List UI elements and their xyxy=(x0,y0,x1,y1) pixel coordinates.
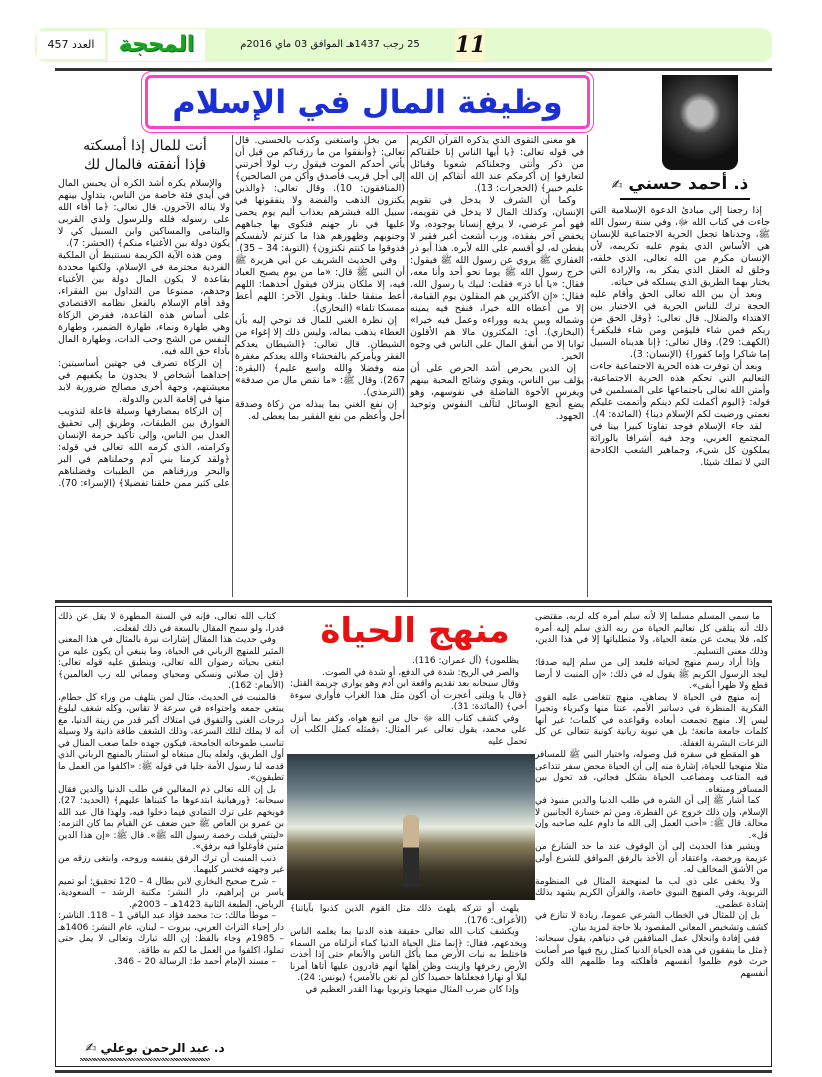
article-column xyxy=(290,904,527,996)
column-divider xyxy=(232,135,233,597)
paragraph: إن نظرة الغني للمال قد توحي إليه بأن العطاء يذهب بماله، وليس ذلك إلا إغواء من الشيطان. قال تعالى: ﴿الشيطان يعدكم الفقر ويأمركم بالفحشاء والله يعدكم مغفرة منه وفضلا والله واسع عليم﴾ (البقرة: 267). وقال ﷺ: «ما نقص مال من صدقة» (الترمذي). xyxy=(235,315,405,398)
paragraph: والصر في الريح: شدة في الدفع، أو شدة في الصوت. xyxy=(322,667,519,678)
issue-number: العدد 457 xyxy=(37,31,105,59)
paragraph: والإسلام يكره أشد الكره أن يحبس المال في أيدي فئة خاصة من الناس، يتداول بينهم ولا يناله الآخرون. قال تعالى: ﴿ما أفاء الله على رسوله فلله وللرسول ولذي القربى واليتامى والمساكين وابن السبيل كي لا يكون دولة بين الأغنياء منكم﴾ (الحشر: 7). xyxy=(58,178,230,249)
divider xyxy=(55,1070,772,1073)
paragraph: ما سمي المسلم مسلما إلا لأنه سلم أمره كله لربه، مقتضى ذلك أنه يتلقى كل تعاليم الحياة من ربه الذي سلم إليه أمره كله، فلا يبحث عن متعة الحياة، ولا متطلباتها إلا في هذا الدين، وذلك معنى التسليم. xyxy=(535,612,768,657)
paragraph: يظلمون﴾ (آل عمران: 116). xyxy=(412,656,519,666)
paragraph: هو معنى التقوى الذي يذكره القرآن الكريم في قوله تعالى: ﴿يا أيها الناس إنا خلقناكم من ذكر وأنثى وجعلناكم شعوبا وقبائل لتعارفوا إن أكرمكم عند الله أتقاكم إن الله عليم خبير﴾ (الحجرات: 13). xyxy=(410,135,584,194)
article-column xyxy=(535,612,768,980)
article-column xyxy=(410,135,584,423)
paragraph: هو المقطع في سفره قبل وصوله، واختيار النبي ﷺ للمسافر مثلا منهجيا للحياة، إشارة منه إلى أن الحياة محض سفر تتداعى فيه المتاعب ومصاعب الحياة بشكل فجائي، قد تحول بين المسافر ومبتغاه. xyxy=(535,750,768,795)
paragraph: وإذا أراد رسم منهج لحياته فليعد إلى من سلم إليه صدقا؛ ليجد الرسول الكريم ﷺ يقول له في ذلك: «إن المنبت لا أرضا قطع ولا ظهرا أبقى». xyxy=(535,658,768,691)
article-column xyxy=(235,135,405,423)
newspaper-logo: المحجة xyxy=(108,29,205,61)
footnote: – شرح صحيح البخاري لابن بطال 4 – 120 تحقيق: أبو تميم ياسر بن إبراهيم، دار النشر: مكتبة الرشد – السعودية، الرياض، الطبعة الثانية 1423هـ – 2003م. xyxy=(58,876,284,910)
paragraph: إن الزكاة بمصارفها وسيلة فاعلة لتذويب الفوارق بين الطبقات، وطريق إلى تحقيق العدل بين الناس، وإلى تأكيد حرمة الإنسان وكرامته، الذي كرمه الله تعالى في قوله: ﴿ولقد كرمنا بني آدم وحملناهم في البر والبحر ورزقناهم من الطيبات وفضلناهم على كثير ممن خلقنا تفضيلا﴾ (الإسراء: 70). xyxy=(58,406,230,489)
paragraph: ومن هذه الآية الكريمة نستنبط أن الملكية الفردية محترمة في الإسلام، ولكنها محددة بقاعدة لا يكون المال دولة بين الأغنياء وحدهم، ممنوعا من التداول بين الفقراء، وقد أقام الإسلام بالفعل نظامه الاقتصادي على أساس هذه القاعدة، ففرض الزكاة وهي طهارة ونماء، طهارة الضمير، وطهارة النفس من الشح وحب الذات، وطهارة المال بأداء حق الله فيه. xyxy=(58,250,230,357)
article-column xyxy=(58,178,230,490)
page-number: 11 xyxy=(455,29,485,61)
paragraph: فالمنبت في الحديث، مثال لمن يتلهف من وراء كل حطام، يبتغي جمعه واحتواءه في سرعة لا تقاس، وكله شغف لبلوغ درجات الغنى والتفوق في امتلاك أكبر قدر من زينة الدنيا، مع أنه لا يملك لتلك السرعة، وذلك الشغف طاقة ذاتية ولا وسيلة تناسب طموحاته الجامحة، فيكون جهده حلما صعب المنال في أول الطريق، ولعله ينال مبتغاه لو استنار بالمنهج الرباني الذي قدمه لنا رسول الأمة جليا في قوله ﷺ: «اكلفوا من العمل ما تطيقون». xyxy=(58,692,284,783)
paragraph: يلهث أو تتركه يلهث ذلك مثل القوم الذين كذبوا بآياتنا﴾ (الأعراف: 176). xyxy=(290,904,527,926)
author-photo xyxy=(662,75,738,170)
paragraph: وإذا كان ضرب المثال منهجيا وتربويا بهذا القدر العظيم في xyxy=(305,984,519,995)
column-divider xyxy=(587,135,588,597)
author-name: د. عبد الرحمن بوعلي xyxy=(100,1041,225,1055)
pen-icon: ✍ xyxy=(85,1041,97,1056)
footnote: – مسند الإمام أحمد ط: الرسالة 20 – 346. xyxy=(114,957,276,967)
divider xyxy=(55,68,772,71)
poem-verse: أنت للمال إذا أمسكته xyxy=(83,138,207,154)
paragraph: بل إن للمثال في الخطاب الشرعي عموما، ريادة لا تنازع في كشف وتشخيص المعاني المقصود بلا حاجة لمزيد بيان. xyxy=(535,911,768,933)
paragraph: وبعد أن توفرت هذه الحرية الاجتماعية جاءت التعاليم التي تحكم هذه الحرية الاجتماعية، وأمتن الله تعالى باجتماعها على المسلمين في قوله: ﴿اليوم أكملت لكم دينكم وأتممت عليكم نعمتي ورضيت لكم الإسلام دينا﴾ (المائدة: 4). xyxy=(590,361,770,420)
paragraph: كما أشار ﷺ إلى أن الشره في طلب الدنيا والدين منبوذ في الإسلام، وإن ذلك خروج عن الفطرة، ومن ثم خسارة الجانبين لا محالة. قال ﷺ: «أحب العمل إلى الله ما داوم عليه صاحبه وإن قل». xyxy=(535,796,768,841)
paragraph: إن نفع الغني بما يبذله من زكاة وصدقة أجل وأعظم من نفع الفقير بما يعطى له. xyxy=(235,399,405,422)
article-title: وظيفة المال في الإسلام xyxy=(172,83,563,121)
paragraph: كتاب الله تعالى، فإنه في السنة المطهرة لا يقل عن ذلك قدرا، ولو سمح المقال بالسعة في ذلك لفعلت. xyxy=(58,612,284,634)
paragraph: إن الزكاة تصرف في جهتين أساسيتين: إحداهما أشخاص لا يجدون ما يكفيهم في معيشتهم، وجهة أخرى مصالح ضرورية لابد منها في إقامة الدين والدولة. xyxy=(58,358,230,405)
paragraph: إذا رجعنا إلى مبادئ الدعوة الإسلامية التي جاءت في كتاب الله ﷻ، وفي سنة رسول الله ﷺ، وجدناها تجعل الحرية الاجتماعية للإنسان هي الأساس الذي يقوم عليه تكريمه، لأن الإنسان مكرم من الله تعالى، الذي خلقه، وخلق له العقل الذي يفكر به، والإرادة التي يختار بهما الطريق الذي يسلكه في حياته. xyxy=(590,205,770,288)
paragraph: وفي حديث هذا المقال إشارات نيرة بالمثال في هذا المعنى المثير للمنهج الرباني في الحياة، وما ينبغي أن يكون عليه من ابتغى بحياته رضوان الله تعالى، وينطبق عليه قوله تعالى: ﴿قل إن صلاتي ونسكي ومحياي ومماتي لله رب العالمين﴾ (الأنعام: 162). xyxy=(58,635,284,691)
divider xyxy=(80,1058,210,1061)
author-name: ذ. أحمد حسني xyxy=(628,174,749,194)
article-title: منهج الحياة xyxy=(320,611,510,651)
paragraph: إنه منهج في الحياة لا يضاهى، منهج تتغاضى عليه القوى الفكرية المنظرة في دساتير الأمم، عنتا منها وكبرياء وتجبرا ليس إلا. منهج تجمعت أبعاده وقواعده في كلمات؛ غير أنها كلمات جامعة مانعة؛ بل هي نبوية ربانية كونية تتعالى عن كل النزعات البشرية الغفلة. xyxy=(535,692,768,749)
paragraph: ويشير هذا الحديث إلى أن الوقوف عند ما حد الشارع من عزيمة ورخصة، واعتقاد أن الأخذ بالرفق الموافق للشرع أولى من الأشق المخالف له. xyxy=(535,842,768,875)
article-column xyxy=(290,656,527,748)
paragraph: وفي كشف كتاب الله ﷻ حال من اتبع هواه، وكفر بما أنزل على محمد، يقول تعالى عبر المثال: ﴿فمثله كمثل الكلب إن تحمل عليه xyxy=(290,713,527,747)
paragraph: ويكشف كتاب الله تعالى حقيقة هذه الدنيا بما يعلمه الناس ويخدعهم، فقال: ﴿إنما مثل الحياة الدنيا كماء أنزلناه من السماء فاختلط به نبات الأرض مما يأكل الناس والأنعام حتى إذا أخذت الأرض زخرفها وازينت وظن أهلها أنهم قادرون عليها أتاها أمرنا ليلا أو نهارا فجعلناها حصيدا كأن لم تغن بالأمس﴾ (يونس: 24). xyxy=(290,927,527,983)
footnote: – موطأ مالك: ت: محمد فؤاد عبد الباقي 1 – 118. الناشر: دار إحياء التراث العربي، بيروت – لبنان، عام النشر: 1406هـ – 1985م وجاء بالفظ: إن الله تبارك وتعالى لا يمل حتى تملوا، اكلفوا من العمل ما لكم به طاقة. xyxy=(58,911,284,956)
article-column xyxy=(58,612,284,969)
paragraph: وكما أن الشرف لا يدخل في تقويم الإنسان، وكذلك المال لا يدخل في تقويمه، فهو أمر عرضي، لا يرفع إنسانا بوجوده، ولا يخفض آخر بفقده، ورب أشعث أغبر فقير لا يفطن له، لو أقسم على الله لأبره. هذا أبو ذر الغفاري ﷺ يروي عن رسول الله ﷺ فيقول: خرج رسول الله ﷺ يوما نحو أحد وأنا معه، فقال: «يا أبا ذر» فقلت: لبيك يا رسول الله. فقال: «إن الأكثرين هم المقلون يوم القيامة، إلا من أعطاه الله خيرا، فنفح فيه يمينه وشماله وبين يديه ووراءه وعمل فيه خيرا» (البخاري). أي: المكثرون مالا هم الأقلون ثوابا إلا من أنفق المال على الناس في وجوه الخير. xyxy=(410,195,584,362)
author-byline xyxy=(80,1041,230,1056)
article-column xyxy=(590,205,770,469)
poem-verse: فإذا أنفقته فالمال لك xyxy=(84,157,206,173)
article-title-box xyxy=(145,75,590,129)
paragraph: وبعد أن بين الله تعالى الحق وأقام عليه الحجة ترك للناس الحرية في الاختيار بين الاهتداء والضلال. قال تعالى: ﴿وقل الحق من ربكم فمن شاء فليؤمن ومن شاء فليكفر﴾ (الكهف: 29). وقال تعالى: ﴿إنا هديناه السبيل إما شاكرا وإما كفورا﴾ (الإنسان: 3). xyxy=(590,289,770,360)
paragraph: إن الدين يحرص أشد الحرص على أن يؤلف بين الناس، ويقوي وشائج المحبة بينهم ويغرس الأخوة الفاضلة في نفوسهم، وهو يضع أنجع الوسائل لتآلف النفوس وتوحيد الجهود. xyxy=(410,363,584,422)
paragraph: وقال سبحانه بعد تقديم واقعة ابن آدم وهو يواري جريمة القتل: ﴿قال يا ويلتى أعجزت أن أكون مثل هذا الغراب فأواري سوءة أخي﴾ (المائدة: 31). xyxy=(290,679,527,712)
paragraph: ففي إفادة وانحلال عمل المنافقين في دنياهم، يقول سبحانه: ﴿مثل ما ينفقون في هذه الحياة الدنيا كمثل ريح فيها صر أصابت حرث قوم ظلموا أنفسهم فأهلكته وما ظلمهم الله ولكن أنفسهم xyxy=(535,934,768,979)
column-divider xyxy=(407,135,408,597)
paragraph: لقد جاء الإسلام فوجد تفاوتا كبيرا بينا في المجتمع العربي، وجد فيه أشرافا بالوراثة يملكون كل شيء، وجماهير الشعب الكادحة التي لا تملك شيئا. xyxy=(590,421,770,468)
pen-icon: ✍ xyxy=(611,178,623,193)
paragraph: من بخل واستغنى وكذب بالحسنى. قال تعالى: ﴿وأنفقوا من ما رزقناكم من قبل أن يأتي أحدكم الموت فيقول رب لولا أخرتني إلى أجل قريب فأصدق وأكن من الصالحين﴾ (المنافقون: 10). وقال تعالى: ﴿والذين يكنزون الذهب والفضة ولا ينفقونها في سبيل الله فبشرهم بعذاب أليم يوم يحمى عليها في نار جهنم فتكوى بها جباههم وجنوبهم وظهورهم هذا ما كنزتم لأنفسكم فذوقوا ما كنتم تكنزون﴾ (التوبة: 34 – 35). xyxy=(235,135,405,254)
paragraph: ذنب المنبت أن ترك الرفق بنفسه وروحه، وابتغى رزقه من غير وجهته فخسر كليهما. xyxy=(58,853,284,875)
divider xyxy=(55,600,772,603)
walking-man-figure xyxy=(403,815,419,887)
paragraph: وفي الحديث الشريف عن أبي هريرة ﷺ أن النبي ﷺ قال: «ما من يوم يصبح العباد فيه، إلا ملكان ينزلان فيقول أحدهما: اللهم أعط منفقا خلفا. ويقول الآخر: اللهم أعط ممسكا تلفا» (البخاري). xyxy=(235,255,405,314)
paragraph: بل إن الله تعالى ذم المغالين في طلب الدنيا والدين فقال سبحانه: ﴿ورهبانية ابتدعوها ما كتبناها عليهم﴾ (الحديد: 27). فوبخهم على ترك التمادي فيما دخلوا فيه، ولهذا قال عبد الله بن عمرو بن العاص ﷺ حين ضعف عن القيام بما كان التزمه: «ليتني قبلت رخصة رسول الله ﷺ». قال ﷺ: «إن هذا الدين متين فأوغلوا فيه برفق». xyxy=(58,784,284,852)
author-byline xyxy=(590,174,770,194)
paragraph: ولا يخفى على ذي لب ما لمنهجية المثال في المنظومة التربوية، وفي المنهج النبوي خاصة، والقرآن الكريم يشهد بذلك إشادة عظمى. xyxy=(535,876,768,910)
issue-date: 25 رجب 1437هـ الموافق 03 ماي 2016م xyxy=(240,39,420,50)
divider xyxy=(620,198,750,200)
